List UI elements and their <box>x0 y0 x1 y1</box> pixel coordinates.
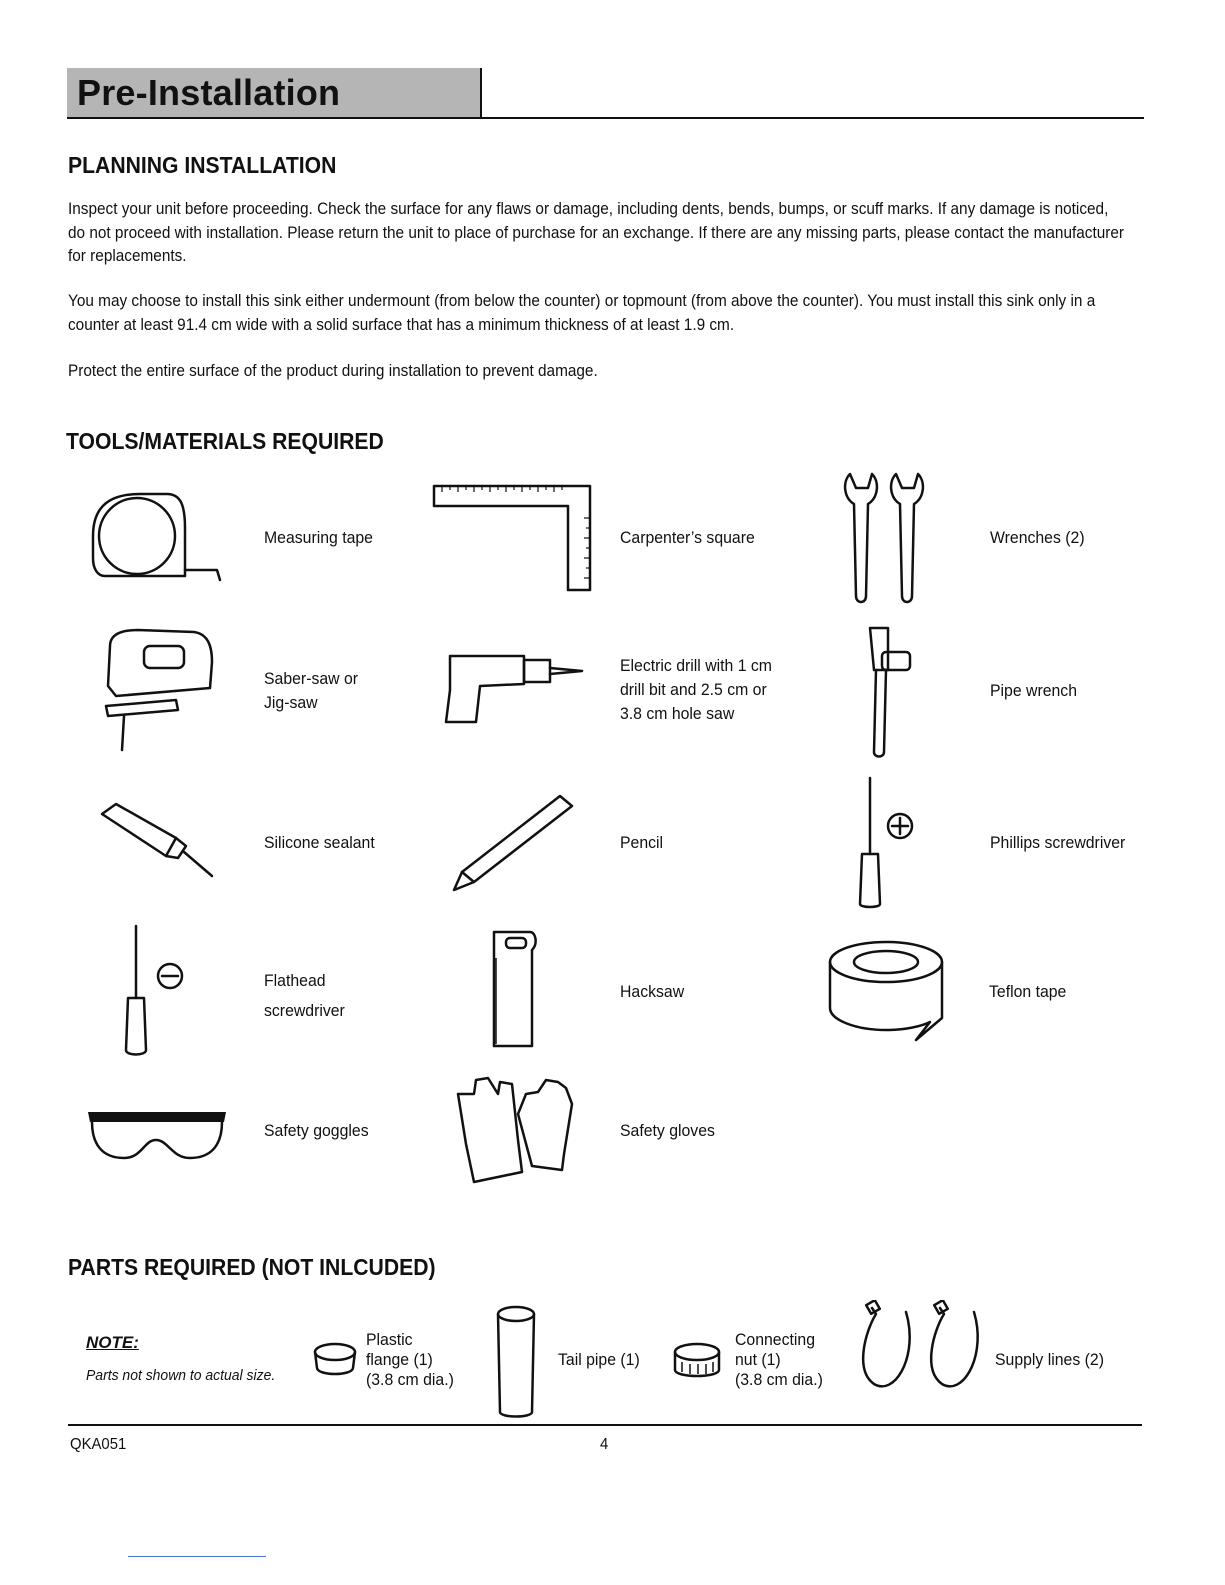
header-divider <box>480 68 482 118</box>
tool-label-safety-gloves: Safety gloves <box>620 1121 715 1140</box>
tool-label-safety-goggles: Safety goggles <box>264 1121 369 1140</box>
flathead-screwdriver-icon <box>118 922 188 1058</box>
tool-label-silicone-sealant: Silicone sealant <box>264 833 375 852</box>
tool-label-phillips-screwdriver: Phillips screwdriver <box>990 833 1126 852</box>
carpenters-square-icon <box>432 482 594 594</box>
part-label-tail-pipe: Tail pipe (1) <box>558 1350 640 1369</box>
footer-model: QKA051 <box>70 1436 127 1453</box>
planning-paragraph-3: Protect the entire surface of the product during installation to prevent damage. <box>68 362 598 380</box>
note-title: NOTE: <box>86 1333 139 1352</box>
connecting-nut-icon <box>670 1340 724 1384</box>
pencil-icon <box>450 792 578 892</box>
bottom-link-underline <box>128 1556 266 1557</box>
planning-paragraph-2: You may choose to install this sink either undermount (from below the counter) or topmount (from above the counter). You must install this sink only in a counter at least 91.4 cm wide with a solid surface that has a minimum thickness of at least 1.9 cm. <box>68 292 1096 334</box>
footer-rule <box>68 1424 1142 1426</box>
pipe-wrench-icon <box>860 624 920 758</box>
planning-heading: PLANNING INSTALLATION <box>68 152 337 178</box>
page-title: Pre-Installation <box>77 72 341 113</box>
tool-label-wrenches: Wrenches (2) <box>990 528 1085 547</box>
tool-label-electric-drill: Electric drill with 1 cm drill bit and 2.5 cm or 3.8 cm hole saw <box>620 656 772 723</box>
tool-label-flathead-screwdriver: Flathead screwdriver <box>264 971 345 1020</box>
plastic-flange-icon <box>310 1340 360 1382</box>
electric-drill-icon <box>440 650 585 730</box>
teflon-tape-icon <box>826 938 948 1044</box>
tool-label-jigsaw: Saber-saw or Jig-saw <box>264 669 359 712</box>
safety-gloves-icon <box>452 1074 578 1186</box>
tail-pipe-icon <box>492 1304 540 1420</box>
footer-page-number: 4 <box>600 1436 609 1453</box>
phillips-screwdriver-icon <box>852 774 922 910</box>
jigsaw-icon <box>98 626 218 756</box>
tool-label-measuring-tape: Measuring tape <box>264 528 373 547</box>
hacksaw-icon <box>484 926 544 1056</box>
safety-goggles-icon <box>84 1104 230 1164</box>
part-label-supply-lines: Supply lines (2) <box>995 1350 1104 1369</box>
silicone-sealant-icon <box>98 800 218 880</box>
header-rule <box>67 117 1144 119</box>
tool-label-pencil: Pencil <box>620 833 664 852</box>
planning-paragraph-1: Inspect your unit before proceeding. Check the surface for any flaws or damage, including dents, bends, bumps, or scuff marks. If any damage is noticed, do not proceed with installation. Please return the unit to place of purchase for an exchange. If there are any missing parts, please contact the manufacturer for replacements. <box>68 200 1125 265</box>
tool-label-pipe-wrench: Pipe wrench <box>990 681 1078 700</box>
tool-label-teflon-tape: Teflon tape <box>989 982 1067 1001</box>
supply-lines-icon <box>856 1300 996 1392</box>
tool-label-carpenters-square: Carpenter’s square <box>620 528 755 547</box>
part-label-connecting-nut: Connecting nut (1) (3.8 cm dia.) <box>735 1330 823 1389</box>
parts-heading: PARTS REQUIRED (NOT INLCUDED) <box>68 1254 436 1280</box>
part-label-plastic-flange: Plastic flange (1) (3.8 cm dia.) <box>366 1330 454 1389</box>
tools-heading: TOOLS/MATERIALS REQUIRED <box>66 428 384 454</box>
note-text: Parts not shown to actual size. <box>86 1367 276 1384</box>
tool-label-hacksaw: Hacksaw <box>620 982 685 1001</box>
measuring-tape-icon <box>85 488 230 588</box>
wrenches-icon <box>838 468 930 608</box>
